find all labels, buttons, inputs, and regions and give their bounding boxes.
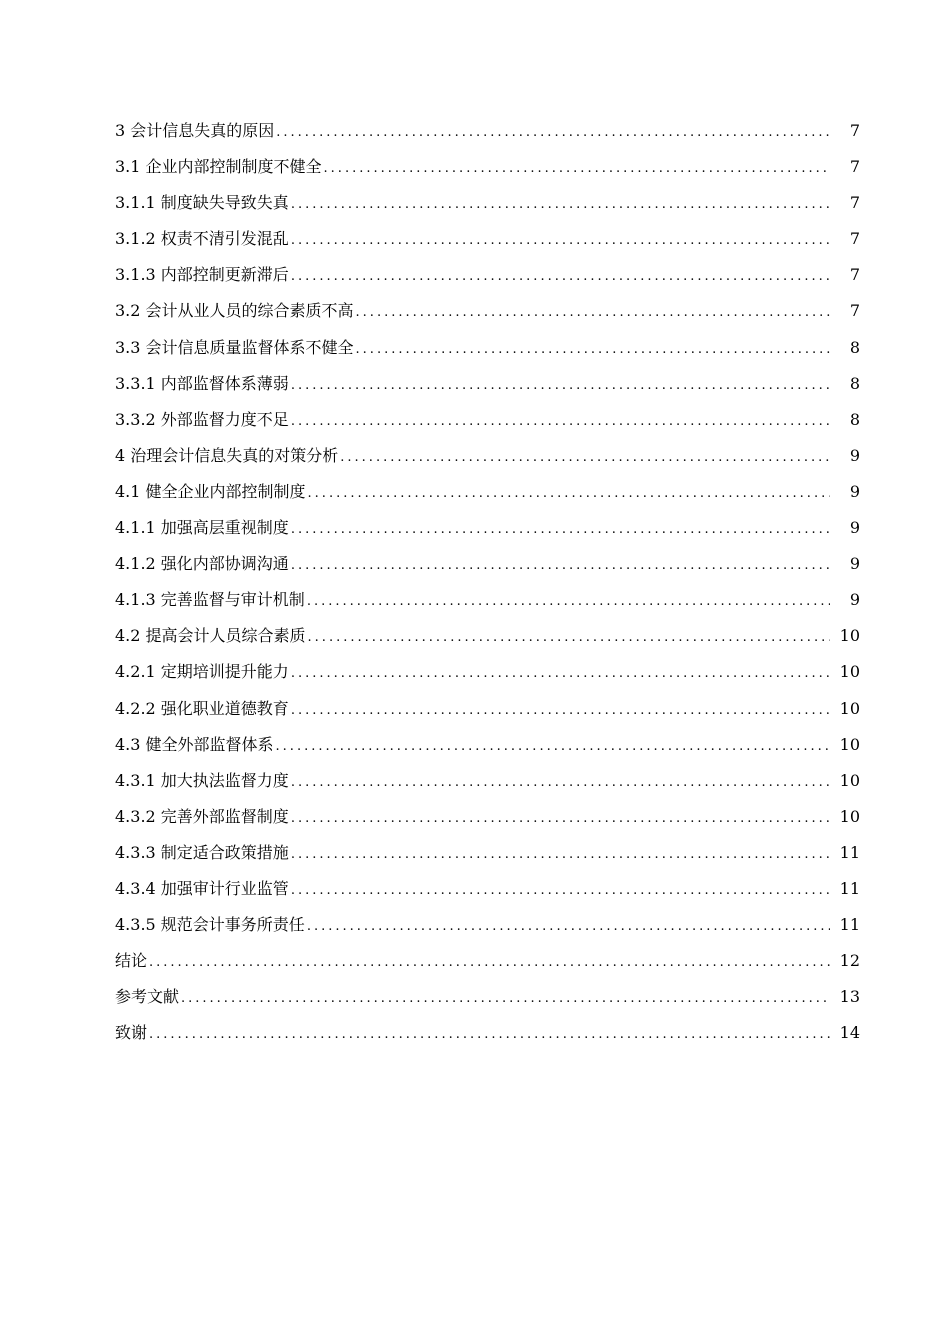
toc-leader-dots — [289, 223, 830, 259]
toc-leader-dots — [289, 259, 830, 295]
toc-entry[interactable] — [115, 221, 860, 257]
toc-entry[interactable] — [115, 546, 860, 582]
toc-entry-title: 4.1 健全企业内部控制制度 — [115, 481, 306, 501]
toc-entry[interactable] — [115, 835, 860, 871]
toc-entry[interactable] — [115, 474, 860, 510]
toc-entry-page: 7 — [849, 301, 860, 321]
toc-entry[interactable] — [115, 654, 860, 690]
toc-leader-dots — [289, 801, 830, 837]
toc-leader-dots — [289, 693, 830, 729]
toc-leader-dots — [289, 512, 830, 548]
toc-entry-title: 4.3.5 规范会计事务所责任 — [115, 915, 305, 935]
toc-entry[interactable] — [115, 402, 860, 438]
toc-entry-page: 10 — [839, 698, 860, 718]
toc-entry-page: 9 — [849, 445, 860, 465]
toc-leader-dots — [289, 837, 830, 873]
toc-entry-page: 13 — [839, 987, 860, 1007]
toc-entry-page: 10 — [839, 734, 860, 754]
toc-entry-title: 4.3.2 完善外部监督制度 — [115, 806, 289, 826]
toc-entry-page: 10 — [839, 806, 860, 826]
toc-leader-dots — [338, 440, 830, 476]
toc-leader-dots — [322, 151, 830, 187]
toc-leader-dots — [179, 981, 830, 1017]
toc-leader-dots — [306, 620, 830, 656]
toc-entry[interactable] — [115, 727, 860, 763]
toc-entry-page: 9 — [849, 590, 860, 610]
toc-entry-title: 3.2 会计从业人员的综合素质不高 — [115, 301, 354, 321]
toc-entry[interactable] — [115, 257, 860, 293]
toc-entry[interactable] — [115, 907, 860, 943]
toc-entry-title: 3.3.2 外部监督力度不足 — [115, 409, 289, 429]
toc-leader-dots — [354, 332, 830, 368]
toc-leader-dots — [289, 187, 830, 223]
toc-entry-title: 4.3.4 加强审计行业监管 — [115, 878, 289, 898]
toc-entry-title: 4.3.3 制定适合政策措施 — [115, 842, 289, 862]
toc-leader-dots — [274, 729, 830, 765]
toc-entry-page: 10 — [839, 626, 860, 646]
toc-entry-title: 4.1.2 强化内部协调沟通 — [115, 554, 289, 574]
toc-entry-page: 8 — [849, 373, 860, 393]
toc-entry[interactable] — [115, 510, 860, 546]
toc-entry-title: 4.1.3 完善监督与审计机制 — [115, 590, 305, 610]
toc-entry-title: 3.3 会计信息质量监督体系不健全 — [115, 337, 354, 357]
toc-leader-dots — [289, 368, 830, 404]
toc-entry-title: 4.1.1 加强高层重视制度 — [115, 518, 289, 538]
toc-leader-dots — [305, 909, 830, 945]
toc-entry-page: 8 — [849, 337, 860, 357]
toc-entry-title: 3.1 企业内部控制制度不健全 — [115, 157, 322, 177]
toc-entry-page: 7 — [849, 229, 860, 249]
table-of-contents — [115, 113, 860, 1051]
toc-entry-title: 3.3.1 内部监督体系薄弱 — [115, 373, 289, 393]
toc-entry[interactable] — [115, 979, 860, 1015]
toc-leader-dots — [289, 404, 830, 440]
toc-entry[interactable] — [115, 943, 860, 979]
toc-entry-title: 致谢 — [115, 1023, 148, 1043]
toc-leader-dots — [274, 115, 830, 151]
toc-entry-title: 4 治理会计信息失真的对策分析 — [115, 445, 339, 465]
toc-entry-page: 9 — [849, 481, 860, 501]
toc-entry-page: 10 — [839, 770, 860, 790]
toc-leader-dots — [354, 295, 830, 331]
toc-entry-title: 4.3.1 加大执法监督力度 — [115, 770, 289, 790]
toc-entry-title: 结论 — [115, 951, 148, 971]
toc-entry[interactable] — [115, 366, 860, 402]
toc-entry[interactable] — [115, 149, 860, 185]
toc-entry-page: 11 — [839, 915, 860, 935]
toc-leader-dots — [305, 584, 830, 620]
toc-entry-title: 4.2.1 定期培训提升能力 — [115, 662, 289, 682]
toc-entry[interactable] — [115, 113, 860, 149]
toc-entry-title: 3.1.2 权责不清引发混乱 — [115, 229, 289, 249]
toc-entry[interactable] — [115, 185, 860, 221]
toc-entry-title: 3.1.1 制度缺失导致失真 — [115, 193, 289, 213]
toc-entry[interactable] — [115, 691, 860, 727]
toc-entry-title: 3 会计信息失真的原因 — [115, 121, 275, 140]
toc-entry-page: 10 — [839, 662, 860, 682]
toc-entry-page: 7 — [849, 121, 860, 140]
toc-leader-dots — [289, 873, 830, 909]
toc-entry[interactable] — [115, 763, 860, 799]
toc-entry-title: 4.2.2 强化职业道德教育 — [115, 698, 289, 718]
toc-entry[interactable] — [115, 799, 860, 835]
toc-entry-page: 14 — [839, 1023, 860, 1043]
toc-leader-dots — [147, 945, 830, 981]
toc-leader-dots — [289, 765, 830, 801]
toc-entry-page: 11 — [839, 878, 860, 898]
toc-entry[interactable] — [115, 330, 860, 366]
toc-entry-title: 4.3 健全外部监督体系 — [115, 734, 274, 754]
toc-entry[interactable] — [115, 582, 860, 618]
toc-entry[interactable] — [115, 871, 860, 907]
toc-entry[interactable] — [115, 618, 860, 654]
toc-leader-dots — [147, 1017, 830, 1053]
toc-leader-dots — [289, 548, 830, 584]
toc-entry[interactable] — [115, 438, 860, 474]
toc-entry-page: 9 — [849, 554, 860, 574]
toc-entry[interactable] — [115, 1015, 860, 1051]
toc-entry-title: 3.1.3 内部控制更新滞后 — [115, 265, 289, 285]
toc-entry[interactable] — [115, 293, 860, 329]
toc-entry-title: 4.2 提高会计人员综合素质 — [115, 626, 306, 646]
toc-leader-dots — [289, 656, 830, 692]
toc-entry-page: 9 — [849, 518, 860, 538]
toc-entry-page: 7 — [849, 157, 860, 177]
toc-entry-page: 11 — [839, 842, 860, 862]
toc-leader-dots — [306, 476, 830, 512]
toc-entry-title: 参考文献 — [115, 987, 180, 1007]
toc-entry-page: 12 — [839, 951, 860, 971]
toc-entry-page: 8 — [849, 409, 860, 429]
toc-entry-page: 7 — [849, 265, 860, 285]
toc-entry-page: 7 — [849, 193, 860, 213]
